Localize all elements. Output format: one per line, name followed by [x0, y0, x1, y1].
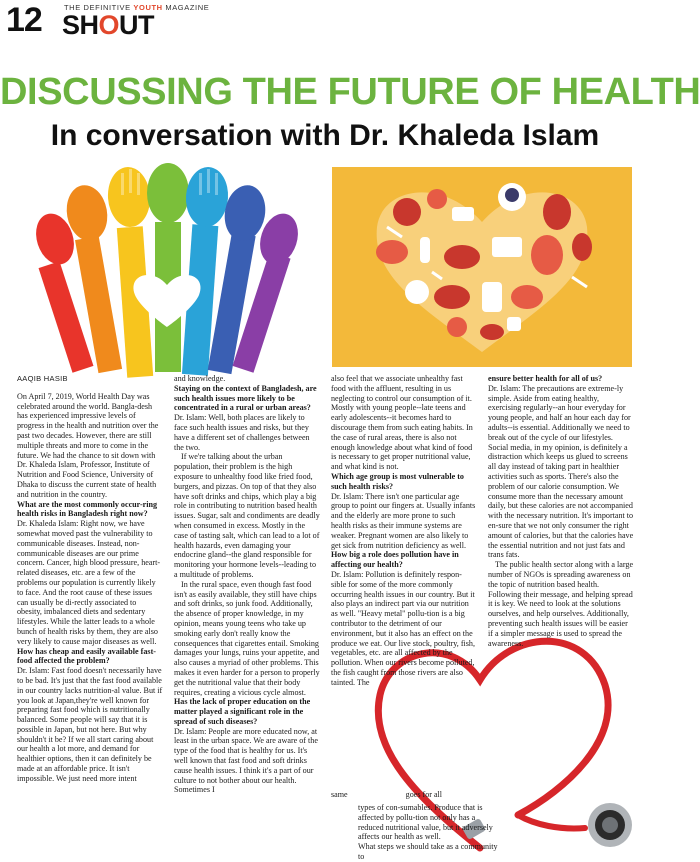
body-paragraph: Dr. Islam: Pollution is definitely respon-sible for some of the more commonly occurring health issues in our country. But it also plays an indirect part via our nutrition as well. "Heavy metal" pollu-tion is a big contributor to the detriment of our environment, but it also has an effect on the produce we eat. Our live stock, poultry, fish, vegetables, etc. are all affected by the pollution. When our rivers become polluted, the fish caught from those rivers are also tainted. The: [331, 569, 475, 687]
body-paragraph: On April 7, 2019, World Health Day was celebrated around the world. Bangla-desh has experienced impressive levels of progress in the health and nutrition over the past two decades. However, there are still multiple threats and more to come in the future. We had the chance to sit down with Dr. Khaleda Islam, Professor, Institute of Nutrition and Food Science, University of Dhaka to discuss the current state of health and nutrition in the country.: [17, 391, 159, 499]
interview-question: What steps we should take as a community to: [358, 842, 498, 861]
body-paragraph: Dr. Islam: Well, both places are likely to face such health issues and risks, but they have a different set of challenges between the two.: [174, 413, 310, 452]
interview-question: Which age group is most vulnerable to such health risks?: [331, 471, 464, 491]
body-paragraph: Dr. Islam: The precautions are extreme-ly simple. Aside from eating healthy, exercising regularly--an hour everyday for young people, and half an hour each day for adults--is essential. Additionally we need to break out of the cycle of our lifestyles. Social media, in my opinion, is definitely a distraction which keeps us glued to screens all day instead of taking part in healthier activities such as sports. There's also the problem of our calorie consumption. We consume more than the necessary amount daily, but these calories are not accompanied with the necessary nutrition. It's important to en-sure that we not only consumer the right amount of calories, but that the calories have the essential nutrition and not just fats and trans fats.: [488, 383, 634, 560]
body-paragraph: also feel that we associate unhealthy fast food with the affluent, resulting in us neglecting to control our consumption of it. Mostly with young people--late teens and early adolescents--it becomes hard to discourage them from such eating habits. In the case of rural areas, there is also not enough knowledge about what kind of food is necessary to get proper nutritional value, and what kind is not.: [331, 374, 473, 472]
body-paragraph: Dr. Khaleda Islam: Right now, we have somewhat moved past the vulnerability to communicable diseases. Instead, non-communicable diseases are our prime concern. Cancer, high blood pressure, heart-related diseases, etc. are a few of the problems our population is currently likely to face. And the root cause of these issues can usually be di-rectly associated to obesity, imbalanced diets and sedentary lifestyles. While the latter leads to a whole bunch of health risks by them, they are also very likely to cause major diseases as well.: [17, 519, 161, 646]
column-2-body: [174, 374, 320, 795]
body-paragraph: Dr. Islam: There isn't one particular age group to point our fingers at. Usually infants and the elderly are more prone to such health risks as their immune systems are weaker. Pregnant women are also likely to get sick from nutrition deficiency as well.: [331, 491, 476, 550]
magazine-logo: SHOUT: [62, 10, 155, 40]
interview-question: How big a role does pollution have in affecting our health?: [331, 550, 459, 570]
article-subheadline: In conversation with Dr. Khaleda Islam: [50, 119, 600, 152]
body-paragraph: and knowledge.: [174, 374, 226, 383]
article-column-1: [17, 374, 163, 784]
article-column-4: [488, 374, 634, 648]
body-paragraph: types of con-sumables. Produce that is affected by pollu-tion not only has a reduced nutritional value, but it adversely affects our health as well.: [358, 803, 493, 842]
article-headline: DISCUSSING THE FUTURE OF HEALTH: [0, 71, 700, 113]
interview-question: ensure better health for all of us?: [488, 374, 603, 383]
column-1-body: [17, 392, 163, 784]
byline: AAQIB HASIB: [17, 374, 68, 383]
column-3-body: [331, 374, 477, 688]
column-4-body: [488, 374, 634, 648]
body-paragraph: In the rural space, even though fast food isn't as easily available, they still have chips and soft drinks, so junk food. Additionally, the absence of proper knowledge, in my opinion, means young teens who take up smoking early don't really know the consequences that cigarettes entail. Smoking damages your lungs, ruins your appetite, and also causes a myriad of other problems. This makes it even harder for a person to properly get the nutritional value that their body requires, creating a vicious cycle almost.: [174, 579, 320, 697]
page-number: 12: [6, 1, 42, 39]
health-food-heart-illustration: [332, 167, 632, 367]
body-paragraph: The public health sector along with a large number of NGOs is spreading awareness on the topic of nutrition based health. Following their message, and helping spread it is key. We need to look at the solutions ourselves, and help ourselves. Additionally, preventing such health issues will be easier if a simpler message is used to spread the awareness.: [488, 560, 634, 648]
interview-question: How has cheap and easily available fast-food affected the problem?: [17, 646, 156, 666]
masthead: [0, 0, 650, 44]
column-3-wraparound-text: [358, 803, 498, 862]
interview-question: Staying on the context of Bangladesh, are such health issues more likely to be concentrated in a rural or urban areas?: [174, 383, 317, 413]
body-paragraph: If we're talking about the urban population, their problem is the high exposure to unhealthy food like fried food, burgers, and pizzas. On top of that they also have soft drinks and chips, which play a big role in contributing to nutrition based health issues. Sugar, salt and condiments are deadly when consumed in excess. Mostly in the case of tasting salt, which can lead to a lot of health hazards, even damaging your endocrine gland--the gland responsible for monitoring your hormone levels--leading to a multitude of problems.: [174, 452, 320, 579]
body-paragraph: Dr. Islam: People are more educated now, at least in the urban space. We are aware of the type of the food that is healthy for us. It's well known that fast food and soft drinks cause health issues. I think it's a part of our culture to not bother about our health. Sometimes I: [174, 726, 318, 795]
magazine-tagline: THE DEFINITIVE YOUTH MAGAZINE: [64, 3, 210, 12]
interview-question: Has the lack of proper education on the matter played a significant role in the spread of such diseases?: [174, 697, 311, 726]
column-3-continuation: same goes for all: [331, 790, 443, 799]
body-paragraph: Dr. Islam: Fast food doesn't necessarily have to be bad. It's just that the fast food available in our country lacks nutrition-al value. But if you look at Japan,they're well known for preparing fast food which is nutritionally balanced. Some people will say that it is possible in Japan, but not here. But why shouldn't it be? If we all start caring about our health a lot more, and demand for healthier options, then it can definitely be made at an affordable price. It isn't impossible. We just need more intent: [17, 666, 163, 783]
article-column-3: [331, 374, 477, 688]
article-column-2: [174, 374, 320, 795]
interview-question: What are the most commonly occur-ring health risks in Bangladesh right now?: [17, 499, 158, 519]
raised-hands-heart-illustration: [17, 167, 317, 367]
